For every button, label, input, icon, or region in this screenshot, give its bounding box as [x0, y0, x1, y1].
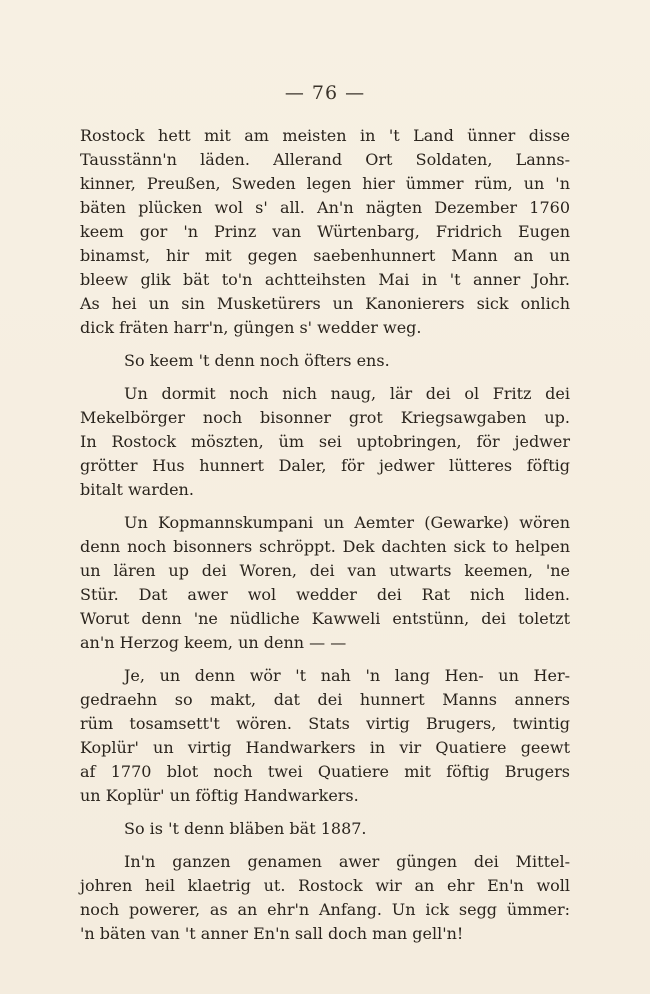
text-line: In'n ganzen genamen awer güngen dei Mittel- — [124, 852, 570, 871]
text-line: So is 't denn bläben bät 1887. — [124, 819, 367, 838]
text-line: rüm tosamsett't wören. Stats virtig Brugers, twintig — [80, 714, 570, 733]
text-line: noch powerer, as an ehr'n Anfang. Un ick segg ümmer: — [80, 900, 570, 919]
text-line: denn noch bisonners schröppt. Dek dachten sick to helpen — [80, 537, 570, 556]
text-line: dick fräten harr'n, güngen s' wedder weg. — [80, 318, 422, 337]
text-line: keem gor 'n Prinz van Würtenbarg, Fridrich Eugen — [80, 222, 570, 241]
text-line: un Koplür' un föftig Handwarkers. — [80, 786, 359, 805]
text-line: binamst, hir mit gegen saebenhunnert Mann an un — [80, 246, 570, 265]
text-line: In Rostock möszten, üm sei uptobringen, för jedwer — [80, 432, 570, 451]
text-line: Un dormit noch nich naug, lär dei ol Fritz dei — [124, 384, 570, 403]
text-line: an'n Herzog keem, un denn — — — [80, 633, 347, 652]
text-line: 'n bäten van 't anner En'n sall doch man gell'n! — [80, 924, 464, 943]
text-line: kinner, Preußen, Sweden legen hier ümmer rüm, un 'n — [80, 174, 570, 193]
text-line: Je, un denn wör 't nah 'n lang Hen- un Her- — [124, 666, 570, 685]
paragraph — [80, 664, 570, 808]
text-line: bleew glik bät to'n achtteihsten Mai in 't anner Johr. — [80, 270, 570, 289]
text-line: gedraehn so makt, dat dei hunnert Manns anners — [80, 690, 570, 709]
text-line: Un Kopmannskumpani un Aemter (Gewarke) wören — [124, 513, 570, 532]
text-line: bäten plücken wol s' all. An'n nägten Dezember 1760 — [80, 198, 570, 217]
text-line: johren heil klaetrig ut. Rostock wir an ehr En'n woll — [80, 876, 570, 895]
paragraph — [80, 511, 570, 655]
text-line: af 1770 blot noch twei Quatiere mit föftig Brugers — [80, 762, 570, 781]
text-line: Tausstänn'n läden. Allerand Ort Soldaten, Lanns- — [80, 150, 570, 169]
page-number: — 76 — — [284, 82, 366, 104]
text-line: Worut denn 'ne nüdliche Kawweli entstünn, dei toletzt — [80, 609, 570, 628]
text-line: Koplür' un virtig Handwarkers in vir Quatiere geewt — [80, 738, 570, 757]
text-line: un lären up dei Woren, dei van utwarts keemen, 'ne — [80, 561, 570, 580]
text-line: Mekelbörger noch bisonner grot Kriegsawgaben up. — [80, 408, 570, 427]
text-line: bitalt warden. — [80, 480, 194, 499]
text-line: As hei un sin Musketürers un Kanonierers sick onlich — [80, 294, 570, 313]
body-text — [80, 124, 570, 955]
text-line: Stür. Dat awer wol wedder dei Rat nich liden. — [80, 585, 570, 604]
text-line: Rostock hett mit am meisten in 't Land ünner disse — [80, 126, 570, 145]
paragraph — [80, 349, 570, 373]
paragraph — [80, 850, 570, 946]
text-line: So keem 't denn noch öfters ens. — [124, 351, 390, 370]
paragraph — [80, 382, 570, 502]
paragraph — [80, 124, 570, 340]
text-line: grötter Hus hunnert Daler, för jedwer lütteres föftig — [80, 456, 570, 475]
paragraph — [80, 817, 570, 841]
